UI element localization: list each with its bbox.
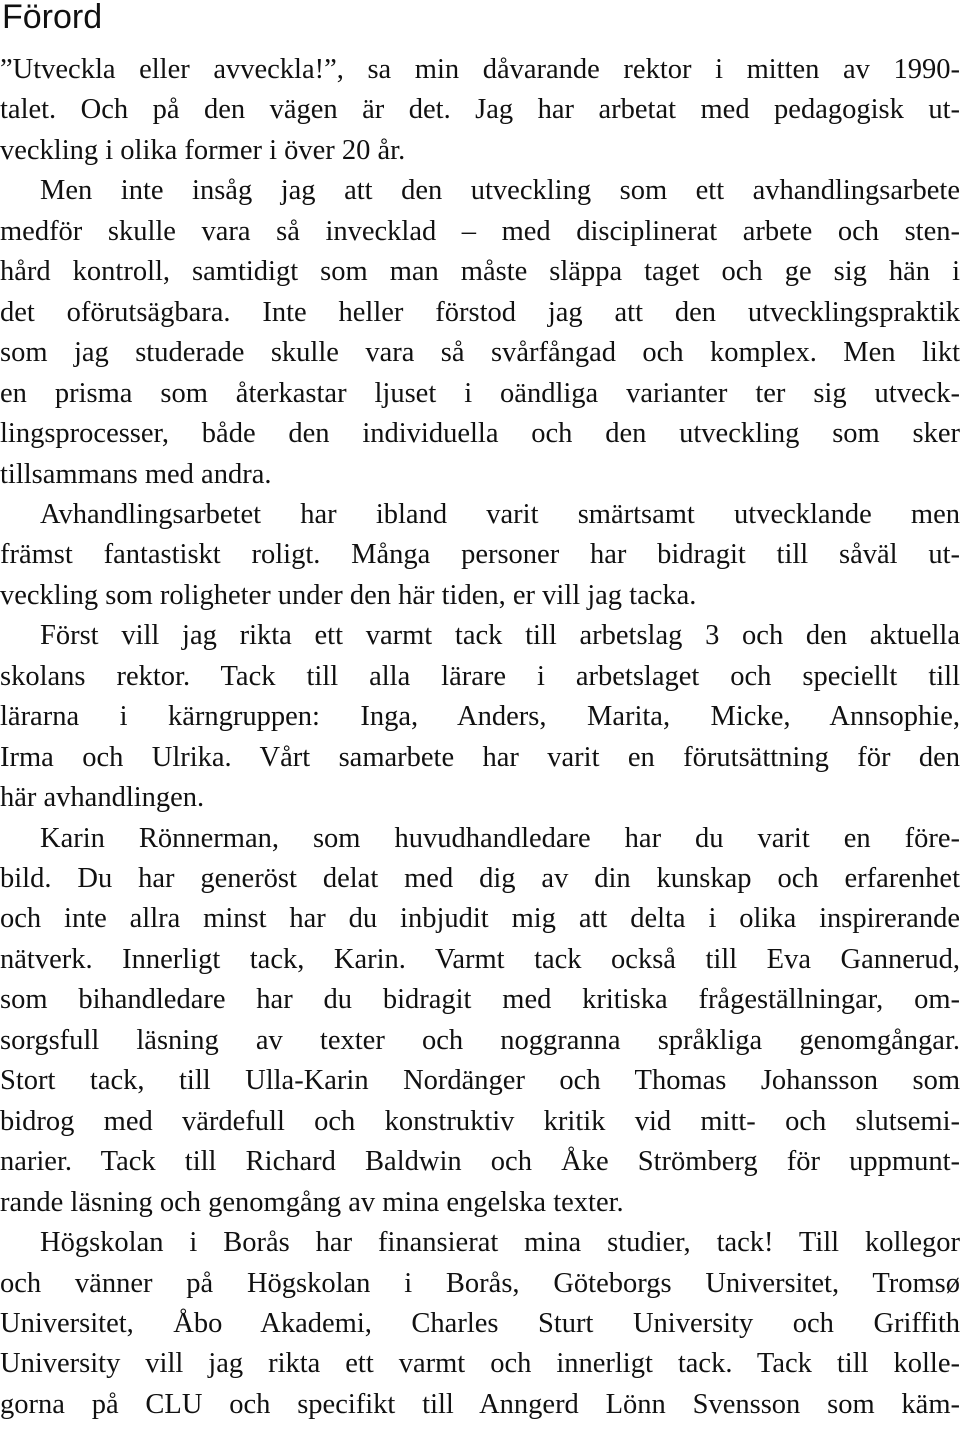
text-line: Irma och Ulrika. Vårt samarbete har varit en förutsättning för den xyxy=(0,741,960,773)
text-line: bidrog med värdefull och konstruktiv kritik vid mitt- och slutsemi- xyxy=(0,1105,960,1137)
text-line: lingsprocesser, både den individuella och den utveckling som sker xyxy=(0,418,960,450)
text-line: ”Utveckla eller avveckla!”, sa min dåvarande rektor i mitten av 1990- xyxy=(0,54,960,85)
text-line: gorna på CLU och specifikt till Anngerd Lönn Svensson som käm- xyxy=(0,1388,960,1420)
text-line: rande läsning och genomgång av mina engelska texter. xyxy=(0,1186,624,1218)
text-line: nätverk. Innerligt tack, Karin. Varmt tack också till Eva Gannerud, xyxy=(0,943,960,975)
text-line: Avhandlingsarbetet har ibland varit smärtsamt utvecklande men xyxy=(40,498,960,530)
text-line: det oförutsägbara. Inte heller förstod jag att den utvecklingspraktik xyxy=(0,296,960,328)
text-line: en prisma som återkastar ljuset i oändliga varianter ter sig utveck- xyxy=(0,377,960,409)
text-line: Högskolan i Borås har finansierat mina studier, tack! Till kollegor xyxy=(40,1227,960,1259)
text-line: Stort tack, till Ulla-Karin Nordänger och Thomas Johansson som xyxy=(0,1065,960,1097)
text-line: Karin Rönnerman, som huvudhandledare har du varit en före- xyxy=(40,822,960,854)
text-line: sorgsfull läsning av texter och noggranna språkliga genomgångar. xyxy=(0,1024,960,1056)
text-line: skolans rektor. Tack till alla lärare i arbetslaget och speciellt till xyxy=(0,660,960,692)
text-line: narier. Tack till Richard Baldwin och Åke Strömberg för uppmunt- xyxy=(0,1146,960,1178)
text-line: University vill jag rikta ett varmt och innerligt tack. Tack till kolle- xyxy=(0,1348,960,1380)
text-line: veckling som roligheter under den här tiden, er vill jag tacka. xyxy=(0,579,697,611)
text-line: veckling i olika former i över 20 år. xyxy=(0,134,406,166)
text-line: Först vill jag rikta ett varmt tack till arbetslag 3 och den aktuella xyxy=(40,620,960,652)
text-line: och inte allra minst har du inbjudit mig att delta i olika inspirerande xyxy=(0,903,960,935)
page-title: Förord xyxy=(2,0,103,36)
text-line: som bihandledare har du bidragit med kritiska frågeställningar, om- xyxy=(0,984,960,1016)
text-line: tillsammans med andra. xyxy=(0,458,272,490)
text-line: som jag studerade skulle vara så svårfångad och komplex. Men likt xyxy=(0,337,960,369)
text-line: Universitet, Åbo Akademi, Charles Sturt University och Griffith xyxy=(0,1307,960,1339)
text-line: och vänner på Högskolan i Borås, Göteborgs Universitet, Tromsø xyxy=(0,1267,960,1299)
text-line: bild. Du har generöst delat med dig av din kunskap och erfarenhet xyxy=(0,863,960,894)
text-line: lärarna i kärngruppen: Inga, Anders, Marita, Micke, Annsophie, xyxy=(0,701,960,733)
text-line: här avhandlingen. xyxy=(0,782,205,814)
text-line: Men inte insåg jag att den utveckling som ett avhandlingsarbete xyxy=(40,175,960,207)
text-line: medför skulle vara så invecklad – med disciplinerat arbete och sten- xyxy=(0,215,960,247)
text-line: talet. Och på den vägen är det. Jag har arbetat med pedagogisk ut- xyxy=(0,94,960,126)
text-line: hård kontroll, samtidigt som man måste släppa taget och ge sig hän i xyxy=(0,256,960,288)
text-line: främst fantastiskt roligt. Många personer har bidragit till såväl ut- xyxy=(0,539,960,571)
